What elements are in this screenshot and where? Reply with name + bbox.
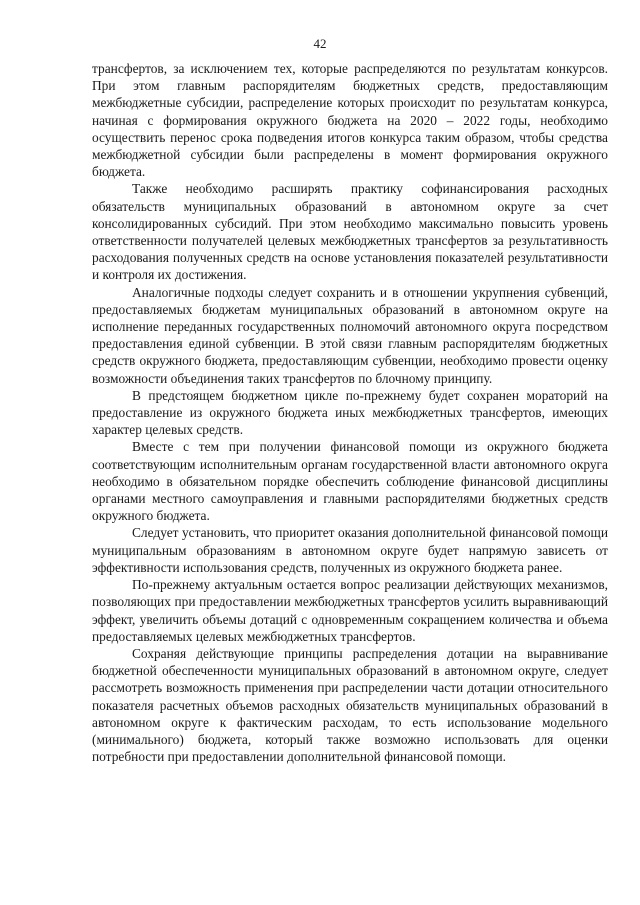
paragraph: В предстоящем бюджетном цикле по-прежнему будет сохранен мораторий на предоставление из окружного бюджета иных межбюджетных трансфертов, имеющих характер целевых средств. xyxy=(92,387,608,438)
paragraph: По-прежнему актуальным остается вопрос реализации действующих механизмов, позволяющих при предоставлении межбюджетных трансфертов усилить выравнивающий эффект, увеличить объемы дотаций с одновременным сокращением количества и объема предоставляемых целевых межбюджетных трансфертов. xyxy=(92,577,608,644)
paragraph-continuation: трансфертов, за исключением тех, которые распределяются по результатам конкурсов. При этом главным распорядителям бюджетных средств, предоставляющим межбюджетные субсидии, распределение которых происходит по результатам конкурса, начиная с формирования окружного бюджета на 2020 – 2022 годы, необходимо осуществить перенос срока подведения итогов конкурса таким образом, чтобы средства межбюджетной субсидии были распределены в момент формирования окружного бюджета. xyxy=(92,61,608,180)
paragraph: Следует установить, что приоритет оказания дополнительной финансовой помощи муниципальным образованиям в автономном округе будет напрямую зависеть от эффективности использования средств, полученных из окружного бюджета ранее. xyxy=(92,525,608,575)
paragraph: Сохраняя действующие принципы распределения дотации на выравнивание бюджетной обеспеченности муниципальных образований в автономном округе, следует рассмотреть возможность применения при распределении части дотации относительного показателя расчетных объемов расходных обязательств муниципальных образований в автономном округе к фактическим расходам, то есть использование модельного (минимального) бюджета, который также возможно использовать для оценки потребности при предоставлении дополнительной финансовой помощи. xyxy=(92,645,608,765)
body-text xyxy=(92,60,608,765)
paragraph: Вместе с тем при получении финансовой помощи из окружного бюджета соответствующим исполнительным органам государственной власти автономного округа необходимо в обязательном порядке обеспечить соблюдение финансовой дисциплины органами местного самоуправления и главными распорядителями бюджетных средств окружного бюджета. xyxy=(92,439,608,524)
paragraph: Также необходимо расширять практику софинансирования расходных обязательств муниципальных образований в автономном округе за счет консолидированных субсидий. При этом необходимо максимально повысить уровень ответственности получателей целевых межбюджетных трансфертов за результативность расходования полученных средств на основе установления показателей результативности и контроля их достижения. xyxy=(92,181,608,283)
page-number: 42 xyxy=(313,36,327,51)
paragraph: Аналогичные подходы следует сохранить и в отношении укрупнения субвенций, предоставляемых бюджетам муниципальных образований в автономном округе на исполнение переданных государственных полномочий автономного округа посредством предоставления единой субвенции. В этой связи главным распорядителям бюджетных средств окружного бюджета, предоставляющим субвенции, необходимо провести оценку возможности объединения таких трансфертов по блочному принципу. xyxy=(92,284,608,386)
